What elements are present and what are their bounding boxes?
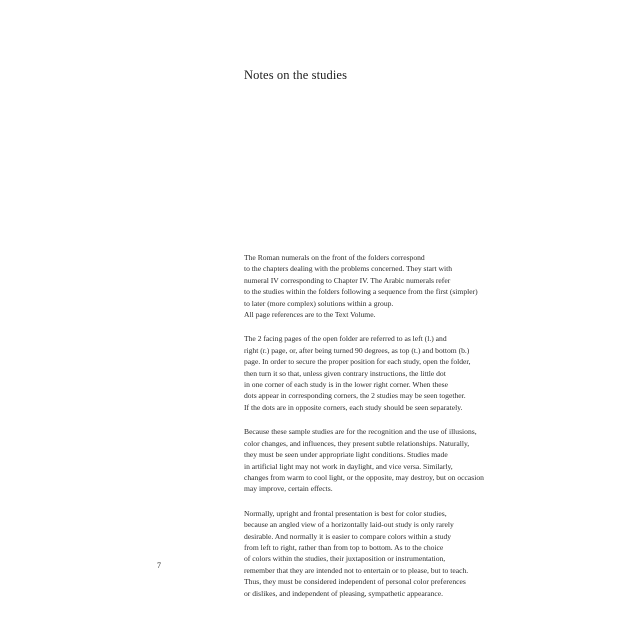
text-line: in one corner of each study is in the lower right corner. When these: [244, 380, 448, 390]
text-line: Normally, upright and frontal presentation is best for color studies,: [244, 508, 447, 518]
text-line: to later (more complex) solutions within a group.: [244, 298, 394, 308]
page-title: Notes on the studies: [244, 68, 348, 82]
text-line: The Roman numerals on the front of the folders correspond: [244, 253, 425, 262]
text-line: because an angled view of a horizontally laid-out study is only rarely: [244, 520, 454, 530]
text-line: or dislikes, and independent of pleasing, sympathetic appearance.: [244, 588, 444, 598]
text-line: to the chapters dealing with the problems concerned. They start with: [244, 264, 452, 274]
body-text: [244, 252, 604, 612]
text-line: remember that they are intended not to entertain or to please, but to teach.: [244, 565, 469, 575]
paragraph-light-conditions: [244, 426, 604, 494]
paragraph-facing-pages: [244, 333, 604, 413]
paragraph-presentation: [244, 508, 604, 599]
text-line: of colors within the studies, their juxtaposition or instrumentation,: [244, 554, 446, 564]
text-line: If the dots are in opposite corners, each study should be seen separately.: [244, 402, 463, 412]
text-line: from left to right, rather than from top to bottom. As to the choice: [244, 542, 444, 552]
text-line: page. In order to secure the proper position for each study, open the folder,: [244, 357, 471, 367]
text-line: changes from warm to cool light, or the opposite, may destroy, but on occasion: [244, 472, 484, 482]
text-line: in artificial light may not work in daylight, and vice versa. Similarly,: [244, 461, 453, 471]
text-line: Because these sample studies are for the recognition and the use of illusions,: [244, 427, 477, 437]
text-line: All page references are to the Text Volume.: [244, 310, 376, 320]
text-line: Thus, they must be considered independent of personal color preferences: [244, 577, 466, 587]
page-number: 7: [157, 561, 161, 570]
text-line: The 2 facing pages of the open folder are referred to as left (l.) and: [244, 334, 447, 344]
text-line: desirable. And normally it is easier to compare colors within a study: [244, 531, 452, 541]
paragraph-folder-numerals: [244, 252, 604, 320]
text-line: may improve, certain effects.: [244, 484, 333, 494]
text-line: numeral IV corresponding to Chapter IV. The Arabic numerals refer: [244, 275, 451, 285]
text-line: to the studies within the folders following a sequence from the first (simpler): [244, 287, 478, 297]
text-line: they must be seen under appropriate light conditions. Studies made: [244, 450, 448, 460]
text-line: right (r.) page, or, after being turned 90 degrees, as top (t.) and bottom (b.): [244, 345, 470, 355]
text-line: color changes, and influences, they present subtle relationships. Naturally,: [244, 438, 470, 448]
text-line: then turn it so that, unless given contrary instructions, the little dot: [244, 368, 446, 378]
text-line: dots appear in corresponding corners, the 2 studies may be seen together.: [244, 391, 466, 401]
